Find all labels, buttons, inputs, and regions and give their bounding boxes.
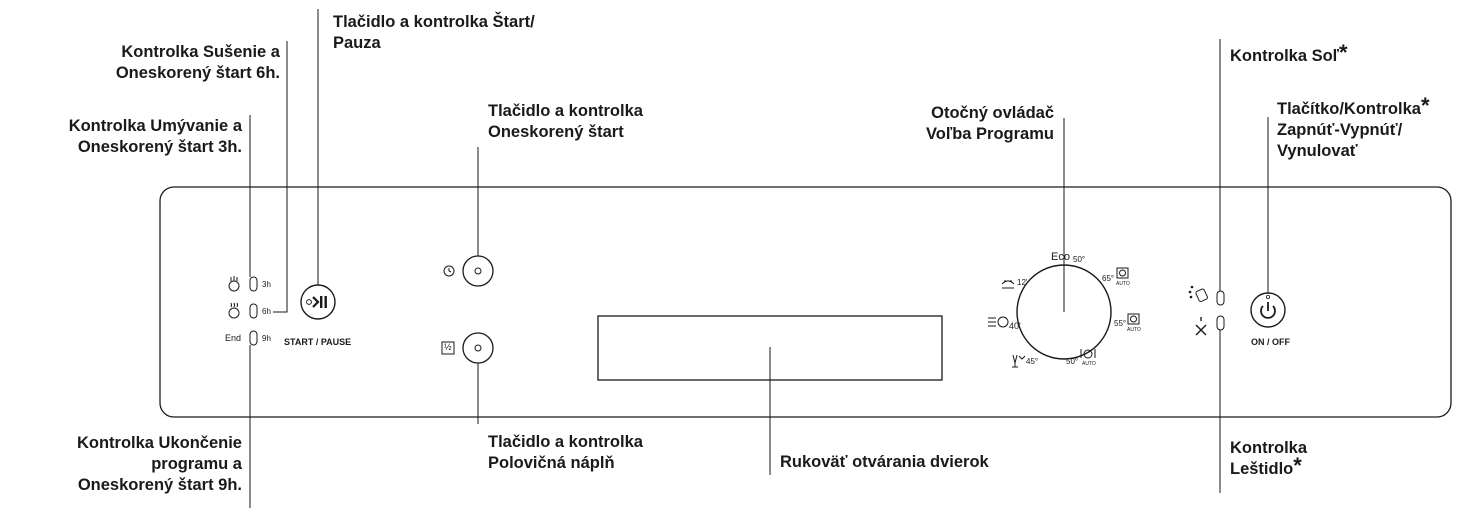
program-50: 50°: [1066, 357, 1079, 366]
program-55: 55°: [1114, 319, 1127, 328]
program-40: 40': [1009, 321, 1021, 331]
dry-icon: [229, 303, 239, 318]
dishes-auto-icon: [1081, 349, 1095, 358]
salt-icon: [1189, 286, 1208, 302]
led-3h-label: 3h: [262, 280, 271, 289]
on-off-caption: ON / OFF: [1251, 337, 1290, 347]
quick-wash-icon: [1002, 281, 1014, 288]
label-end-delay-9h: Kontrolka Ukončenie programu a Oneskorený štart 9h.: [76, 434, 242, 494]
glass-icon: [1012, 355, 1025, 367]
program-12: 12': [1017, 278, 1028, 287]
auto-65-icon: [1117, 268, 1128, 278]
half-load-button[interactable]: [463, 333, 493, 363]
led-9h: [250, 331, 257, 345]
label-drying-delay-6h: Kontrolka Sušenie a Oneskorený štart 6h.: [115, 43, 280, 82]
start-pause-caption: START / PAUSE: [284, 337, 352, 347]
intensive-icon: [988, 317, 1008, 327]
program-eco: Eco: [1051, 251, 1070, 263]
rinse-aid-led: [1217, 316, 1224, 330]
label-salt: Kontrolka Soľ*: [1230, 40, 1348, 65]
label-rinse-aid: Kontrolka Leštidlo*: [1230, 439, 1308, 478]
program-50-auto: AUTO: [1082, 361, 1096, 367]
led-6h-label: 6h: [262, 307, 271, 316]
power-icon: [1261, 302, 1275, 318]
on-off-asterisk: *: [1420, 93, 1430, 118]
program-45: 45°: [1026, 357, 1039, 366]
label-start-pause: Tlačidlo a kontrolka Štart/ Pauza: [333, 13, 535, 52]
program-55-auto: AUTO: [1127, 327, 1141, 333]
program-eco-temp: 50°: [1073, 255, 1086, 264]
label-on-off: Tlačítko/Kontrolka* Zapnúť-Vypnúť/ Vynulovať: [1277, 93, 1430, 160]
salt-led: [1217, 291, 1224, 305]
delay-start-button[interactable]: [463, 256, 493, 286]
led-9h-label: 9h: [262, 334, 271, 343]
wash-icon: [229, 276, 239, 291]
label-half-load: Tlačidlo a kontrolka Polovičná náplň: [488, 433, 643, 472]
label-door-handle: Rukoväť otvárania dvierok: [780, 453, 989, 471]
led-6h: [250, 304, 257, 318]
salt-asterisk: *: [1339, 40, 1348, 65]
clock-icon: [444, 266, 454, 276]
half-load-icon: ½: [444, 342, 452, 352]
program-65-auto: AUTO: [1116, 281, 1130, 287]
led-3h: [250, 277, 257, 291]
control-panel-outline: [160, 187, 1451, 417]
label-program-knob: Otočný ovládač Voľba Programu: [926, 104, 1054, 143]
rinse-aid-icon: [1196, 317, 1206, 335]
rinse-aid-asterisk: *: [1293, 453, 1302, 478]
label-delayed-start: Tlačidlo a kontrolka Oneskorený štart: [488, 102, 643, 141]
program-65: 65°: [1102, 274, 1115, 283]
leader-lines: [250, 9, 1268, 508]
auto-55-icon: [1128, 314, 1139, 324]
end-text: End: [225, 333, 242, 343]
play-pause-icon: [307, 296, 327, 308]
label-wash-delay-3h: Kontrolka Umývanie a Oneskorený štart 3h.: [68, 117, 242, 156]
